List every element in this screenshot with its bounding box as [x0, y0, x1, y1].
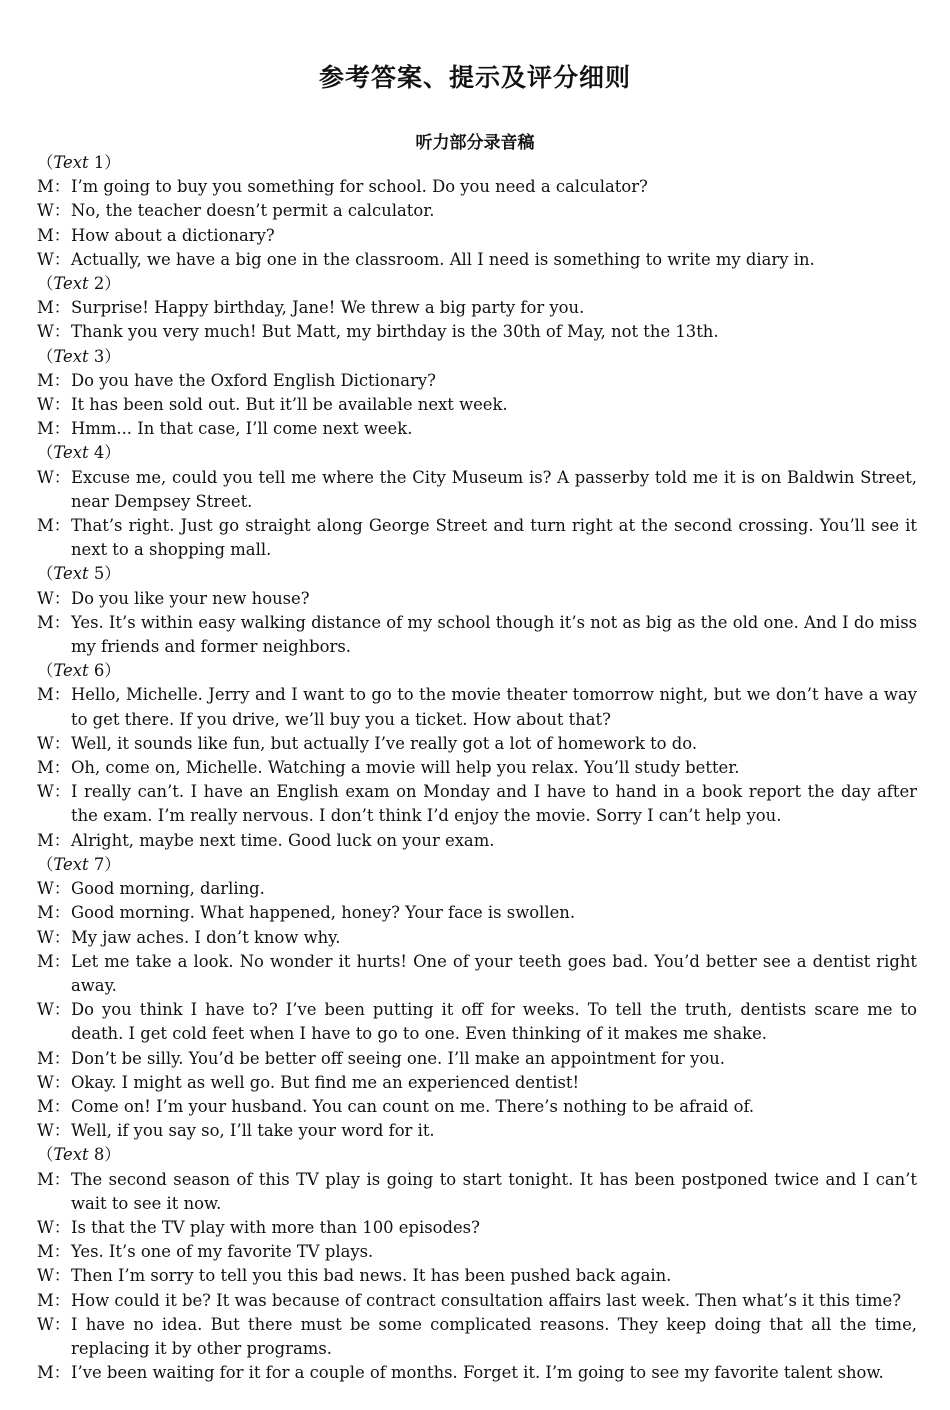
- speaker-label: M：: [37, 1169, 71, 1189]
- utterance-text: I really can’t. I have an English exam on Monday and I have to hand in a book report the day after the exam. I’m really nervous. I don’t think I’d enjoy the movie. Sorry I can’t help you.: [71, 782, 917, 826]
- speaker-label: W：: [37, 1217, 71, 1237]
- speaker-label: M：: [37, 758, 71, 778]
- speaker-label: W：: [37, 879, 71, 899]
- utterance-text: Don’t be silly. You’d be better off seeing one. I’ll make an appointment for you.: [71, 1048, 725, 1068]
- dialogue-line: [37, 417, 917, 441]
- utterance-text: Is that the TV play with more than 100 episodes?: [71, 1217, 480, 1237]
- utterance-text: Do you like your new house?: [71, 588, 310, 608]
- text-label: Text: [53, 443, 89, 463]
- dialogue-line: [37, 514, 917, 562]
- speaker-label: W：: [37, 1314, 71, 1334]
- dialogue-line: [37, 320, 917, 344]
- speaker-label: M：: [37, 1096, 71, 1116]
- utterance-text: Well, it sounds like fun, but actually I’ve really got a lot of homework to do.: [71, 733, 698, 753]
- dialogue-line: [37, 611, 917, 659]
- transcript: [37, 151, 917, 1385]
- speaker-label: W：: [37, 1072, 71, 1092]
- utterance-text: It has been sold out. But it’ll be available next week.: [71, 395, 508, 415]
- utterance-text: Hello, Michelle. Jerry and I want to go to the movie theater tomorrow night, but we don’t have a way to get there. If you drive, we’ll buy you a ticket. How about that?: [71, 685, 917, 729]
- dialogue-line: [37, 901, 917, 925]
- speaker-label: M：: [37, 516, 71, 536]
- speaker-label: W：: [37, 927, 71, 947]
- dialogue-line: [37, 1313, 917, 1361]
- utterance-text: Let me take a look. No wonder it hurts! One of your teeth goes bad. You’d better see a dentist right away.: [71, 951, 917, 995]
- utterance-text: How about a dictionary?: [71, 225, 275, 245]
- speaker-label: W：: [37, 1000, 71, 1020]
- text-heading: （Text 5）: [37, 564, 121, 584]
- speaker-label: W：: [37, 1266, 71, 1286]
- dialogue-line: [37, 829, 917, 853]
- utterance-text: I’ve been waiting for it for a couple of months. Forget it. I’m going to see my favorite talent show.: [71, 1363, 884, 1383]
- speaker-label: W：: [37, 395, 71, 415]
- text-label: Text: [53, 153, 89, 172]
- speaker-label: M：: [37, 1363, 71, 1383]
- text-number: 3: [93, 346, 105, 366]
- speaker-label: M：: [37, 1242, 71, 1262]
- text-number: 5: [93, 564, 105, 584]
- dialogue-line: [37, 1361, 917, 1385]
- speaker-label: W：: [37, 249, 71, 269]
- text-number: 7: [93, 854, 105, 874]
- dialogue-line: [37, 1216, 917, 1240]
- dialogue-line: [37, 732, 917, 756]
- speaker-label: M：: [37, 1048, 71, 1068]
- text-number: 1: [93, 153, 105, 172]
- utterance-text: I’m going to buy you something for school. Do you need a calculator?: [71, 177, 648, 197]
- dialogue-line: [37, 1289, 917, 1313]
- dialogue-line: [37, 175, 917, 199]
- page-title: 参考答案、提示及评分细则: [318, 63, 631, 92]
- utterance-text: Surprise! Happy birthday, Jane! We threw a big party for you.: [71, 298, 585, 318]
- dialogue-line: [37, 756, 917, 780]
- speaker-label: W：: [37, 588, 71, 608]
- dialogue-line: [37, 1071, 917, 1095]
- text-label: Text: [53, 1145, 89, 1165]
- text-number: 6: [93, 661, 105, 681]
- utterance-text: Oh, come on, Michelle. Watching a movie will help you relax. You’ll study better.: [71, 758, 740, 778]
- speaker-label: M：: [37, 951, 71, 971]
- text-heading: （Text 2）: [37, 274, 121, 294]
- text-label: Text: [53, 346, 89, 366]
- dialogue-line: [37, 926, 917, 950]
- utterance-text: Good morning. What happened, honey? Your face is swollen.: [71, 903, 576, 923]
- dialogue-line: [37, 1047, 917, 1071]
- speaker-label: W：: [37, 782, 71, 802]
- dialogue-line: [37, 199, 917, 223]
- utterance-text: Come on! I’m your husband. You can count on me. There’s nothing to be afraid of.: [71, 1096, 755, 1116]
- text-heading: （Text 3）: [37, 346, 121, 366]
- utterance-text: Actually, we have a big one in the classroom. All I need is something to write my diary in.: [71, 249, 815, 269]
- utterance-text: I have no idea. But there must be some complicated reasons. They keep doing that all the time, replacing it by other programs.: [71, 1314, 917, 1358]
- dialogue-line: [37, 224, 917, 248]
- speaker-label: M：: [37, 830, 71, 850]
- dialogue-line: [37, 1168, 917, 1216]
- utterance-text: Do you have the Oxford English Dictionary?: [71, 370, 436, 390]
- utterance-text: The second season of this TV play is going to start tonight. It has been postponed twice and I can’t wait to see it now.: [71, 1169, 917, 1213]
- utterance-text: Well, if you say so, I’ll take your word for it.: [71, 1121, 435, 1141]
- speaker-label: W：: [37, 1121, 71, 1141]
- speaker-label: W：: [37, 322, 71, 342]
- utterance-text: Yes. It’s one of my favorite TV plays.: [71, 1242, 374, 1262]
- dialogue-line: [37, 393, 917, 417]
- speaker-label: M：: [37, 225, 71, 245]
- speaker-label: M：: [37, 612, 71, 632]
- speaker-label: W：: [37, 733, 71, 753]
- speaker-label: M：: [37, 903, 71, 923]
- text-label: Text: [53, 854, 89, 874]
- text-heading: （Text 4）: [37, 443, 121, 463]
- text-heading: （Text 6）: [37, 661, 121, 681]
- text-heading: （Text 8）: [37, 1145, 121, 1165]
- speaker-label: W：: [37, 201, 71, 221]
- speaker-label: W：: [37, 467, 71, 487]
- speaker-label: M：: [37, 298, 71, 318]
- speaker-label: M：: [37, 370, 71, 390]
- dialogue-line: [37, 296, 917, 320]
- speaker-label: M：: [37, 419, 71, 439]
- text-heading: （Text 1）: [37, 153, 121, 172]
- utterance-text: Then I’m sorry to tell you this bad news. It has been pushed back again.: [71, 1266, 672, 1286]
- utterance-text: That’s right. Just go straight along George Street and turn right at the second crossing. You’ll see it next to a shopping mall.: [71, 516, 917, 560]
- utterance-text: How could it be? It was because of contract consultation affairs last week. Then what’s it this time?: [71, 1290, 901, 1310]
- speaker-label: M：: [37, 177, 71, 197]
- dialogue-line: [37, 466, 917, 514]
- dialogue-line: [37, 950, 917, 998]
- utterance-text: Alright, maybe next time. Good luck on your exam.: [71, 830, 495, 850]
- dialogue-line: [37, 877, 917, 901]
- utterance-text: Yes. It’s within easy walking distance of my school though it’s not as big as the old one. And I do miss my friends and former neighbors.: [71, 612, 918, 657]
- dialogue-line: [37, 1240, 917, 1264]
- speaker-label: M：: [37, 1290, 71, 1310]
- dialogue-line: [37, 1119, 917, 1143]
- text-label: Text: [53, 564, 89, 584]
- utterance-text: Thank you very much! But Matt, my birthday is the 30th of May, not the 13th.: [71, 322, 719, 342]
- dialogue-line: [37, 369, 917, 393]
- text-number: 8: [93, 1145, 105, 1165]
- speaker-label: M：: [37, 685, 71, 705]
- dialogue-line: [37, 780, 917, 828]
- text-label: Text: [53, 661, 89, 681]
- utterance-text: No, the teacher doesn’t permit a calculator.: [71, 201, 435, 221]
- utterance-text: Okay. I might as well go. But find me an experienced dentist!: [71, 1072, 580, 1092]
- utterance-text: Hmm... In that case, I’ll come next week.: [71, 419, 413, 439]
- section-title: 听力部分录音稿: [415, 133, 535, 153]
- text-number: 4: [93, 443, 105, 463]
- text-number: 2: [93, 274, 105, 294]
- dialogue-line: [37, 1095, 917, 1119]
- text-label: Text: [53, 274, 89, 294]
- utterance-text: Good morning, darling.: [71, 879, 265, 899]
- dialogue-line: [37, 1264, 917, 1288]
- dialogue-line: [37, 683, 917, 731]
- dialogue-line: [37, 998, 917, 1046]
- utterance-text: My jaw aches. I don’t know why.: [71, 927, 341, 947]
- dialogue-line: [37, 248, 917, 272]
- utterance-text: Excuse me, could you tell me where the City Museum is? A passerby told me it is on Baldwin Street, near Dempsey Street.: [71, 467, 917, 511]
- utterance-text: Do you think I have to? I’ve been putting it off for weeks. To tell the truth, dentists scare me to death. I get cold feet when I have to go to one. Even thinking of it makes me shake.: [71, 1000, 917, 1044]
- dialogue-line: [37, 587, 917, 611]
- text-heading: （Text 7）: [37, 854, 121, 874]
